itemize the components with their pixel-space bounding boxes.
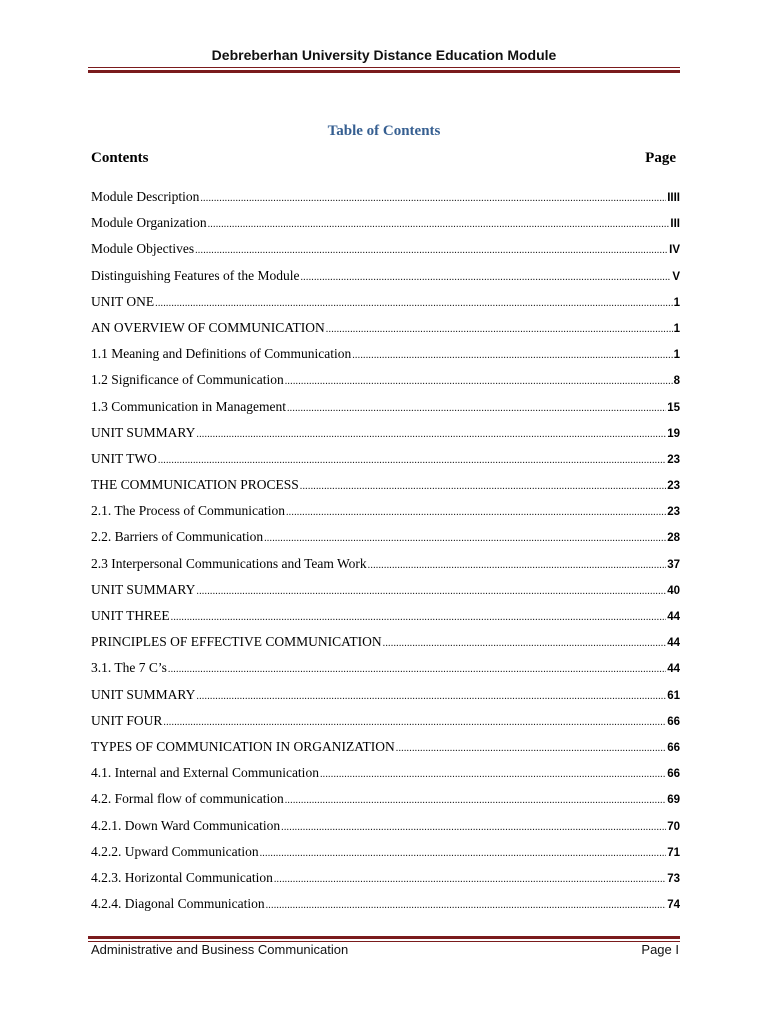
toc-entry-page: IIII bbox=[667, 192, 680, 204]
toc-dot-leader bbox=[196, 691, 666, 706]
toc-entry-label: 4.2.3. Horizontal Communication bbox=[91, 869, 273, 885]
toc-dot-leader bbox=[195, 245, 668, 260]
toc-entry-label: UNIT SUMMARY bbox=[91, 581, 196, 597]
toc-entry-label: UNIT THREE bbox=[91, 608, 170, 623]
toc-entry[interactable] bbox=[91, 582, 680, 608]
toc-entry-page: 44 bbox=[667, 637, 680, 650]
toc-dot-leader bbox=[274, 874, 666, 889]
toc-entry-page: 37 bbox=[667, 558, 680, 571]
toc-entry-page: 61 bbox=[667, 689, 680, 702]
contents-column-heading: Contents bbox=[91, 150, 149, 166]
toc-dot-leader bbox=[264, 533, 666, 548]
toc-entry-label: UNIT TWO bbox=[91, 450, 157, 466]
toc-entry-label: Module Description bbox=[91, 189, 200, 204]
toc-entry-page: 74 bbox=[667, 899, 680, 912]
toc-entry-page: 23 bbox=[667, 506, 680, 519]
toc-list bbox=[91, 189, 680, 922]
toc-dot-leader bbox=[326, 324, 673, 339]
toc-dot-leader bbox=[285, 795, 666, 810]
toc-entry-page: 1 bbox=[673, 296, 680, 309]
toc-entry[interactable] bbox=[91, 215, 680, 241]
toc-dot-leader bbox=[171, 612, 667, 627]
toc-dot-leader bbox=[300, 272, 671, 287]
toc-entry-label: Distinguishing Features of the Module bbox=[91, 267, 300, 283]
toc-entry-page: 73 bbox=[667, 872, 680, 885]
toc-entry-label: 4.2.2. Upward Communication bbox=[91, 843, 259, 859]
toc-entry-page: IV bbox=[669, 244, 680, 257]
toc-entry[interactable] bbox=[91, 399, 680, 425]
toc-entry-page: V bbox=[672, 270, 680, 283]
toc-entry-label: PRINCIPLES OF EFFECTIVE COMMUNICATION bbox=[91, 634, 382, 650]
toc-dot-leader bbox=[287, 403, 666, 418]
toc-dot-leader bbox=[368, 560, 667, 575]
toc-dot-leader bbox=[208, 219, 670, 234]
toc-entry-page: 40 bbox=[667, 584, 680, 597]
toc-dot-leader bbox=[260, 848, 667, 863]
toc-entry[interactable] bbox=[91, 818, 680, 844]
footer-course-title: Administrative and Business Communication bbox=[91, 942, 349, 957]
toc-entry[interactable] bbox=[91, 451, 680, 477]
document-header-title: Debreberhan University Distance Education Module bbox=[211, 47, 557, 63]
toc-entry-page: 1 bbox=[673, 322, 680, 335]
toc-entry[interactable] bbox=[91, 529, 680, 555]
toc-entry-label: TYPES OF COMMUNICATION IN ORGANIZATION bbox=[91, 738, 395, 754]
toc-dot-leader bbox=[281, 822, 666, 837]
toc-entry-label: 4.2.4. Diagonal Communication bbox=[91, 896, 265, 912]
toc-dot-leader bbox=[285, 376, 673, 391]
toc-dot-leader bbox=[352, 350, 672, 365]
toc-entry-page: III bbox=[670, 218, 680, 231]
footer-rule-thick bbox=[88, 936, 680, 939]
toc-entry[interactable] bbox=[91, 896, 680, 922]
toc-entry[interactable] bbox=[91, 556, 680, 582]
toc-entry[interactable] bbox=[91, 294, 680, 320]
toc-entry-page: 15 bbox=[667, 401, 680, 414]
toc-entry-label: UNIT SUMMARY bbox=[91, 424, 196, 440]
toc-entry[interactable] bbox=[91, 713, 680, 739]
toc-entry-label: 1.1 Meaning and Definitions of Communication bbox=[91, 346, 352, 362]
toc-entry-label: 3.1. The 7 C’s bbox=[91, 660, 167, 676]
toc-entry-page: 19 bbox=[667, 427, 680, 440]
toc-entry-page: 66 bbox=[667, 715, 680, 728]
toc-entry-label: UNIT ONE bbox=[91, 293, 155, 309]
toc-dot-leader bbox=[155, 298, 672, 313]
toc-entry-label: 2.1. The Process of Communication bbox=[91, 503, 285, 519]
toc-entry[interactable] bbox=[91, 189, 680, 215]
toc-entry-page: 23 bbox=[667, 453, 680, 466]
toc-entry-label: 2.3 Interpersonal Communications and Team Work bbox=[91, 555, 367, 571]
toc-entry-label: Module Organization bbox=[91, 215, 207, 231]
toc-entry[interactable] bbox=[91, 372, 680, 398]
toc-entry-label: 4.2. Formal flow of communication bbox=[91, 791, 284, 807]
toc-entry[interactable] bbox=[91, 634, 680, 660]
toc-entry[interactable] bbox=[91, 765, 680, 791]
toc-entry-label: UNIT FOUR bbox=[91, 712, 163, 728]
toc-dot-leader bbox=[320, 769, 666, 784]
toc-dot-leader bbox=[163, 717, 666, 732]
toc-entry[interactable] bbox=[91, 320, 680, 346]
toc-dot-leader bbox=[196, 586, 666, 601]
toc-entry-page: 23 bbox=[667, 480, 680, 493]
page-column-heading: Page bbox=[645, 150, 676, 166]
toc-entry-label: 4.2.1. Down Ward Communication bbox=[91, 817, 281, 833]
toc-entry-label: 2.2. Barriers of Communication bbox=[91, 529, 264, 545]
toc-entry-label: THE COMMUNICATION PROCESS bbox=[91, 477, 299, 493]
toc-entry-page: 44 bbox=[667, 663, 680, 676]
toc-entry[interactable] bbox=[91, 241, 680, 267]
toc-entry[interactable] bbox=[91, 268, 680, 294]
toc-entry-page: 69 bbox=[667, 794, 680, 807]
toc-entry-page: 71 bbox=[667, 846, 680, 859]
toc-title: Table of Contents bbox=[327, 123, 441, 139]
toc-entry-page: 66 bbox=[667, 768, 680, 781]
toc-entry-label: UNIT SUMMARY bbox=[91, 686, 196, 702]
toc-dot-leader bbox=[168, 664, 666, 679]
toc-entry-label: 1.3 Communication in Management bbox=[91, 398, 286, 414]
toc-entry-page: 1 bbox=[673, 349, 680, 362]
toc-entry[interactable] bbox=[91, 844, 680, 870]
toc-entry-page: 28 bbox=[667, 532, 680, 545]
toc-entry[interactable] bbox=[91, 660, 680, 686]
toc-entry[interactable] bbox=[91, 791, 680, 817]
toc-dot-leader bbox=[158, 455, 666, 470]
toc-dot-leader bbox=[196, 429, 666, 444]
toc-dot-leader bbox=[200, 193, 666, 208]
toc-entry[interactable] bbox=[91, 346, 680, 372]
toc-entry-page: 44 bbox=[667, 611, 680, 623]
toc-entry-page: 8 bbox=[673, 375, 680, 388]
toc-entry[interactable] bbox=[91, 503, 680, 529]
footer-page-number: Page I bbox=[641, 942, 679, 957]
header-rule-thin bbox=[88, 67, 680, 68]
toc-entry-label: 4.1. Internal and External Communication bbox=[91, 765, 319, 781]
toc-entry-label: 1.2 Significance of Communication bbox=[91, 372, 284, 388]
toc-entry[interactable] bbox=[91, 870, 680, 896]
toc-dot-leader bbox=[396, 743, 666, 758]
toc-entry-label: Module Objectives bbox=[91, 241, 195, 257]
toc-entry[interactable] bbox=[91, 687, 680, 713]
toc-entry[interactable] bbox=[91, 477, 680, 503]
toc-entry-page: 70 bbox=[667, 820, 680, 833]
toc-entry-label: AN OVERVIEW OF COMMUNICATION bbox=[91, 319, 325, 335]
toc-entry[interactable] bbox=[91, 608, 680, 634]
toc-dot-leader bbox=[266, 900, 667, 915]
toc-entry-page: 66 bbox=[667, 741, 680, 754]
toc-dot-leader bbox=[300, 481, 666, 496]
toc-entry[interactable] bbox=[91, 739, 680, 765]
header-rule-thick bbox=[88, 70, 680, 73]
toc-entry[interactable] bbox=[91, 425, 680, 451]
toc-dot-leader bbox=[383, 638, 667, 653]
toc-dot-leader bbox=[286, 507, 666, 522]
